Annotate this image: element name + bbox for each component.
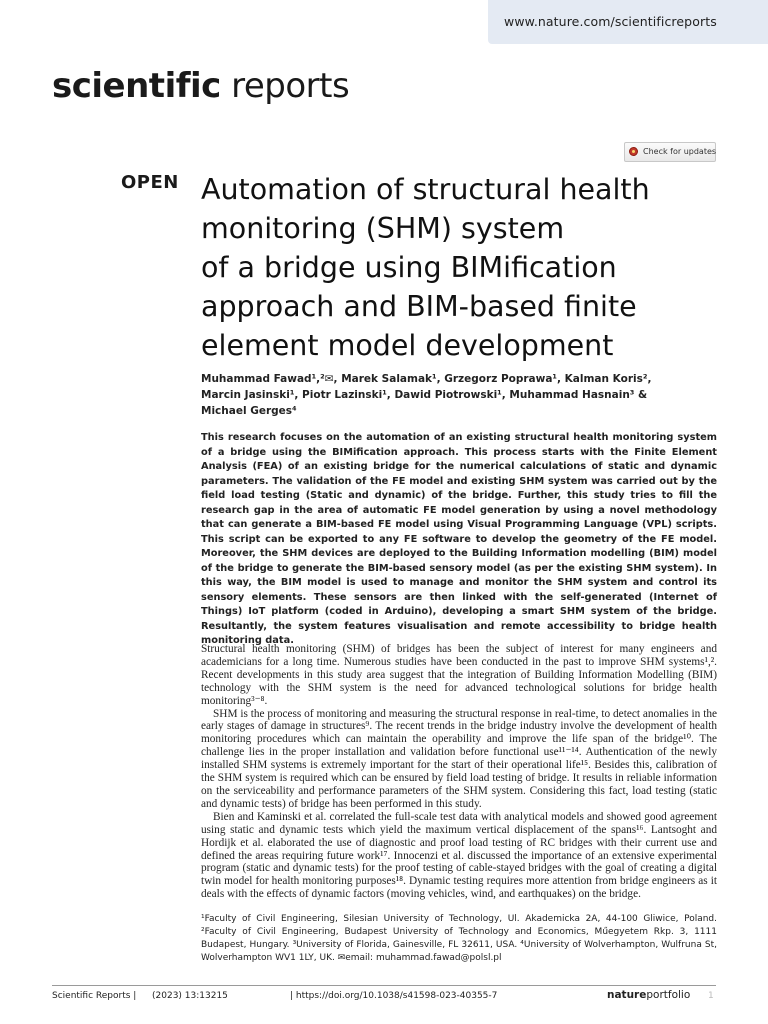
title-line: Automation of structural health: [201, 173, 650, 206]
paragraph: Bien and Kaminski et al. correlated the full-scale test data with analytical models and showed good agreement using static and dynamic tests which yield the maximum vertical displacement of the spans¹⁶. Lantsoght and Hordijk et al. elaborated the use of diagnostic and proof load testing of RC bridges with their current use and defined the areas requiring future work¹⁷. Innocenzi et al. discussed the importance of an extensive experimental program (static and dynamic tests) for the proof testing of cable-stayed bridges with the goal of creating a digital twin model for health monitoring purposes¹⁸. Dynamic testing requires more attention from bridge engineers as it deals with the effects of dynamic factors (moving vehicles, wind, and earthquakes) on the bridge.: [201, 810, 717, 901]
title-line: element model development: [201, 329, 614, 362]
footer-doi-link[interactable]: | https://doi.org/10.1038/s41598-023-40355-7: [290, 991, 498, 1001]
journal-logo[interactable]: [52, 66, 349, 106]
publisher-logo: [607, 989, 690, 1001]
check-for-updates-button[interactable]: [624, 142, 716, 162]
footer-journal: Scientific Reports |: [52, 991, 137, 1001]
open-access-label: OPEN: [121, 172, 179, 193]
footer-divider: [52, 985, 716, 986]
abstract: This research focuses on the automation of an existing structural health monitoring system of a bridge using the BIMification approach. This process starts with the Finite Element Analysis (FEA) of an existing bridge for the numerical calculations of static and dynamic parameters. The validation of the FE model and existing SHM system was carried out by the field load testing (Static and dynamic) of the bridge. Further, this study tries to fill the research gap in the area of automatic FE model generation by using a novel methodology that can generate a BIM-based FE model using Visual Programming Language (VPL) scripts. This script can be exported to any FE software to develop the geometry of the FE model. Moreover, the SHM devices are deployed to the Building Information modelling (BIM) model of the bridge to generate the BIM-based sensory model (as per the existing SHM system). In this way, the BIM model is used to manage and monitor the SHM system and control its sensory elements. These sensors are then linked with the self-generated (Internet of Things) IoT platform (coded in Arduino), developing a smart SHM system of the bridge. Resultantly, the system features visualisation and remote accessibility to bridge health monitoring data.: [201, 432, 717, 646]
journal-logo-light: reports: [231, 66, 350, 106]
footer-citation: (2023) 13:13215: [152, 991, 228, 1001]
publisher-logo-bold: nature: [607, 989, 647, 1001]
main-text: [201, 643, 717, 901]
journal-url-link[interactable]: www.nature.com/scientificreports: [504, 14, 717, 29]
page-number: 1: [708, 991, 714, 1001]
publisher-logo-light: portfolio: [646, 989, 691, 1001]
title-line: of a bridge using BIMification: [201, 251, 617, 284]
paragraph: Structural health monitoring (SHM) of bridges has been the subject of interest for many engineers and academicians for a long time. Numerous studies have been conducted in the past to improve SHM systems¹,². Recent developments in this study area suggest that the integration of Building Information Modelling (BIM) technology with the SHM system is the need for advanced technological solutions for bridge health monitoring³⁻⁸.: [201, 643, 717, 707]
url-banner: [488, 0, 768, 44]
journal-logo-bold: scientific: [52, 66, 221, 106]
crossmark-icon: [629, 147, 638, 156]
check-updates-label: Check for updates: [643, 147, 717, 156]
affiliations: ¹Faculty of Civil Engineering, Silesian University of Technology, Ul. Akademicka 2A, 44-100 Gliwice, Poland. ²Faculty of Civil Engineering, Budapest University of Technology and Economics, Műegyetem Rkp. 3, 1111 Budapest, Hungary. ³University of Florida, Gainesville, FL 32611, USA. ⁴University of Wolverhampton, Wulfruna St, Wolverhampton WV1 1LY, UK. ✉email: muhammad.fawad@polsl.pl: [201, 914, 717, 963]
paragraph: SHM is the process of monitoring and measuring the structural response in real-time, to detect anomalies in the early stages of damage in structures⁹. The recent trends in the bridge industry involve the development of health monitoring procedures which can maintain the operability and improve the life span of the bridge¹⁰. The challenge lies in the proper installation and validation before functional use¹¹⁻¹⁴. Authentication of the newly installed SHM systems is extremely important for the start of their operational life¹⁵. Besides this, calibration of the SHM system is required which can be ensured by field load testing of bridge. It results in reliable information on the serviceability and performance parameters of the SHM system. Considering this fact, load testing (static and dynamic tests) of bridge has been performed in this study.: [201, 707, 717, 810]
author-list[interactable]: Muhammad Fawad¹,²✉, Marek Salamak¹, Grzegorz Poprawa¹, Kalman Koris², Marcin Jasinski¹, Piotr Lazinski¹, Dawid Piotrowski¹, Muhammad Hasnain³ & Michael Gerges⁴: [201, 373, 652, 417]
title-line: approach and BIM-based finite: [201, 290, 637, 323]
title-line: monitoring (SHM) system: [201, 212, 565, 245]
article-title: [201, 170, 721, 365]
